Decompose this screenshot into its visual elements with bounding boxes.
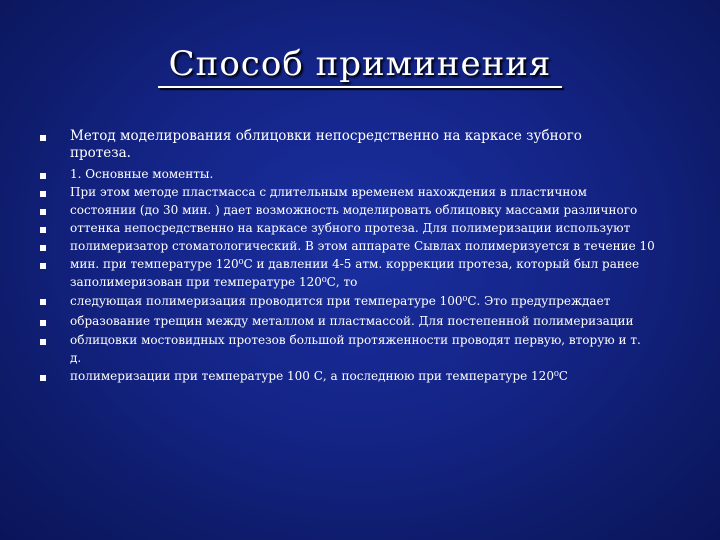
bullet-square-icon bbox=[40, 227, 46, 233]
text-line: мин. при температуре 120⁰С и давлении 4-5 атм. коррекции протеза, который был ранее bbox=[70, 257, 640, 271]
bullet-square-icon bbox=[40, 173, 46, 179]
text-line: д. bbox=[70, 351, 82, 365]
text-line: заполимеризован при температуре 120⁰С, то bbox=[70, 275, 358, 289]
bullet-square-icon bbox=[40, 263, 46, 269]
text-line: полимеризации при температуре 100 С, а последнюю при температуре 120⁰С bbox=[70, 369, 568, 383]
bullet-square-icon bbox=[40, 320, 46, 326]
text-line: 1. Основные моменты. bbox=[70, 167, 214, 181]
bullet-square-icon bbox=[40, 191, 46, 197]
text-line: Метод моделирования облицовки непосредственно на каркасе зубного bbox=[70, 128, 582, 144]
text-line: протеза. bbox=[70, 145, 131, 161]
text-line: полимеризатор стоматологический. В этом аппарате Сывлах полимеризуется в течение 10 bbox=[70, 239, 655, 253]
bullet-square-icon bbox=[40, 299, 46, 305]
text-line: При этом методе пластмасса с длительным временем нахождения в пластичном bbox=[70, 185, 587, 199]
bullet-square-icon bbox=[40, 135, 46, 141]
text-line: следующая полимеризация проводится при температуре 100⁰С. Это предупреждает bbox=[70, 294, 611, 308]
bullet-square-icon bbox=[40, 375, 46, 381]
bullet-square-icon bbox=[40, 209, 46, 215]
text-line: облицовки мостовидных протезов большой протяженности проводят первую, вторую и т. bbox=[70, 333, 641, 347]
bullet-square-icon bbox=[40, 339, 46, 345]
text-line: состоянии (до 30 мин. ) дает возможность моделировать облицовку массами различного bbox=[70, 203, 638, 217]
bullet-square-icon bbox=[40, 245, 46, 251]
text-line: оттенка непосредственно на каркасе зубного протеза. Для полимеризации используют bbox=[70, 221, 631, 235]
text-line: образование трещин между металлом и пластмассой. Для постепенной полимеризации bbox=[70, 314, 634, 328]
slide-title: Способ приминения bbox=[168, 44, 552, 84]
